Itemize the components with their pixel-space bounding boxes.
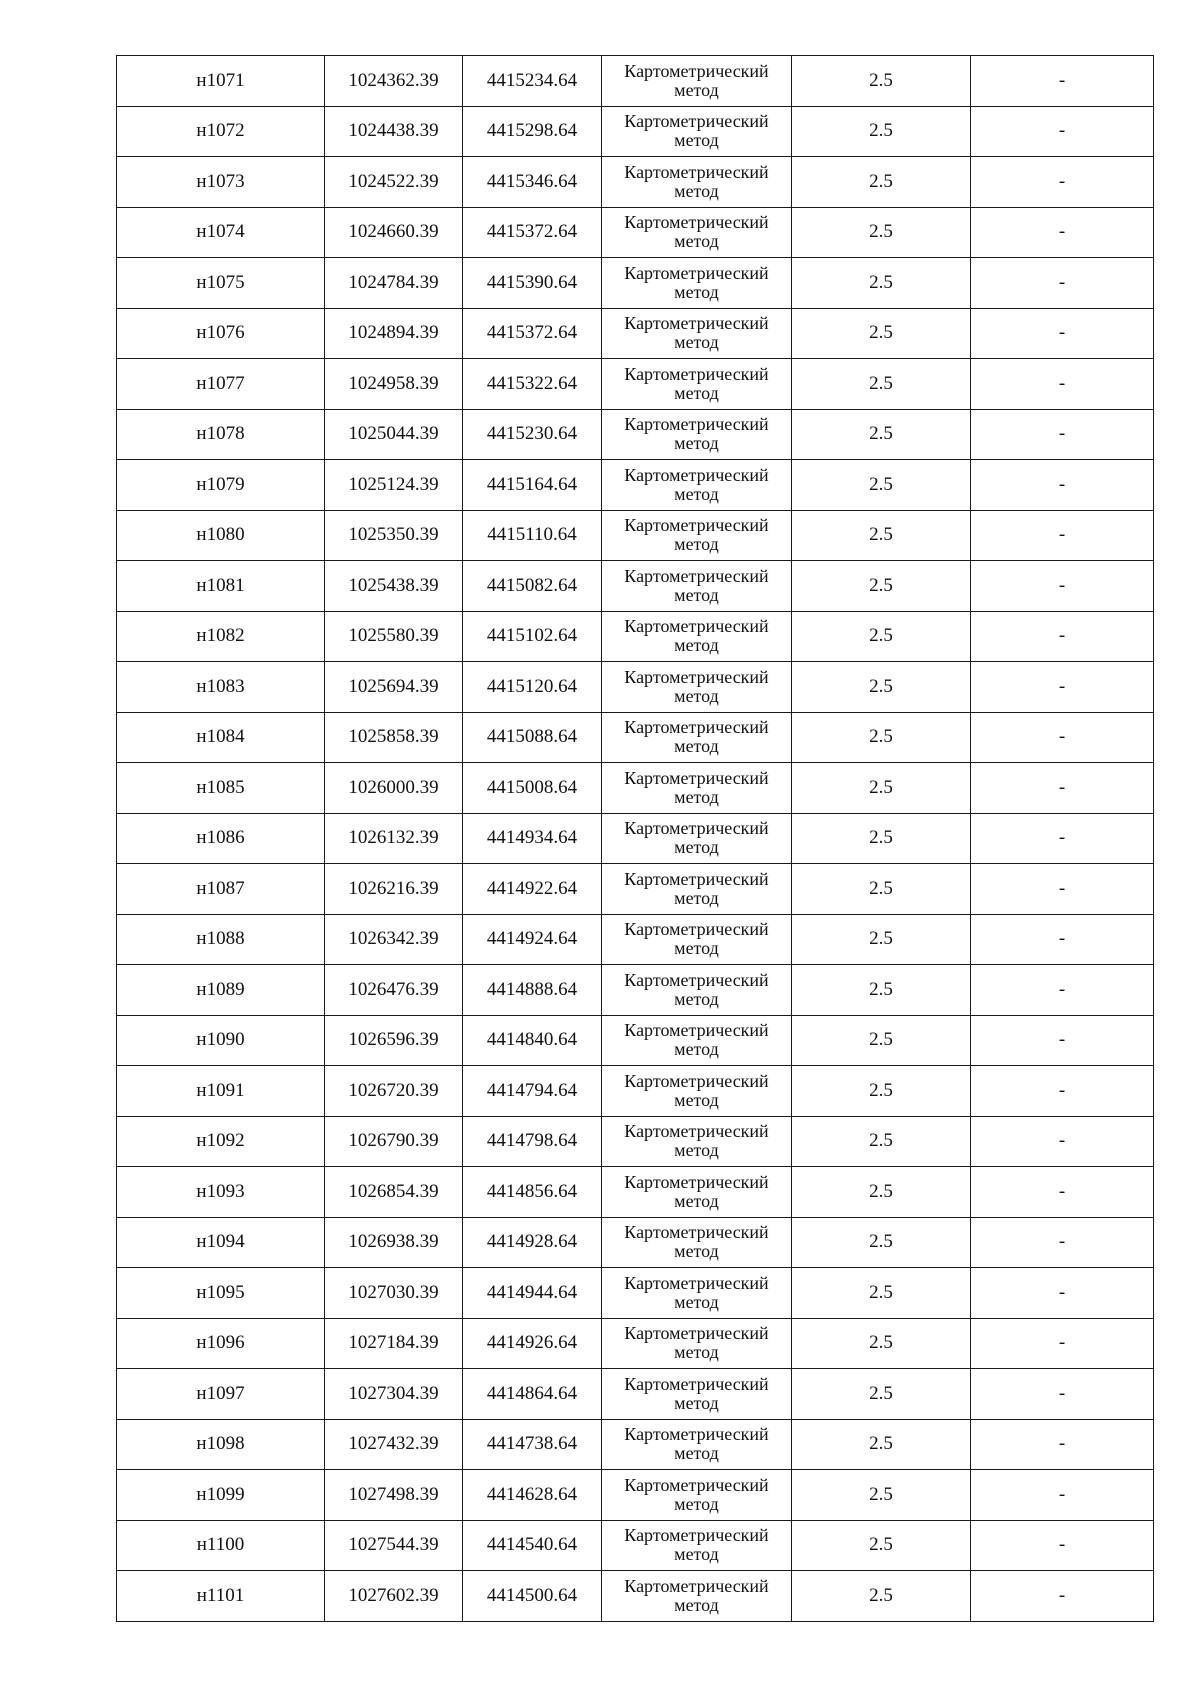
method-text-line1: Картометрический xyxy=(624,717,769,738)
y-coordinate-cell: 4415230.64 xyxy=(463,409,602,460)
x-coordinate-cell: 1024362.39 xyxy=(325,56,463,107)
x-coordinate-cell: 1024958.39 xyxy=(325,359,463,410)
description-cell: - xyxy=(971,1369,1154,1420)
description-cell: - xyxy=(971,1318,1154,1369)
method-cell xyxy=(602,1571,792,1622)
accuracy-cell: 2.5 xyxy=(792,460,971,511)
y-coordinate-cell: 4415088.64 xyxy=(463,712,602,763)
y-coordinate-cell: 4414888.64 xyxy=(463,965,602,1016)
method-text-line1: Картометрический xyxy=(624,363,769,384)
table-row xyxy=(117,864,1154,915)
y-coordinate-cell: 4415102.64 xyxy=(463,611,602,662)
method-cell xyxy=(602,1066,792,1117)
method-cell xyxy=(602,864,792,915)
method-text-line1: Картометрический xyxy=(624,515,769,536)
table-row xyxy=(117,1369,1154,1420)
x-coordinate-cell: 1025124.39 xyxy=(325,460,463,511)
x-coordinate-cell: 1024660.39 xyxy=(325,207,463,258)
description-cell: - xyxy=(971,662,1154,713)
point-number-cell: н1098 xyxy=(117,1419,325,1470)
table-row xyxy=(117,409,1154,460)
method-text-line1: Картометрический xyxy=(624,818,769,839)
y-coordinate-cell: 4414934.64 xyxy=(463,813,602,864)
point-number-cell: н1071 xyxy=(117,56,325,107)
x-coordinate-cell: 1027498.39 xyxy=(325,1470,463,1521)
method-text-line1: Картометрический xyxy=(624,60,769,81)
method-cell xyxy=(602,1217,792,1268)
accuracy-cell: 2.5 xyxy=(792,308,971,359)
point-number-cell: н1084 xyxy=(117,712,325,763)
y-coordinate-cell: 4415372.64 xyxy=(463,207,602,258)
point-number-cell: н1087 xyxy=(117,864,325,915)
table-row xyxy=(117,965,1154,1016)
y-coordinate-cell: 4414922.64 xyxy=(463,864,602,915)
point-number-cell: н1099 xyxy=(117,1470,325,1521)
description-cell: - xyxy=(971,1571,1154,1622)
description-cell: - xyxy=(971,157,1154,208)
accuracy-cell: 2.5 xyxy=(792,359,971,410)
table-row xyxy=(117,1520,1154,1571)
table-row xyxy=(117,106,1154,157)
method-text-line2: метод xyxy=(674,1291,719,1312)
x-coordinate-cell: 1027602.39 xyxy=(325,1571,463,1622)
point-number-cell: н1083 xyxy=(117,662,325,713)
description-cell: - xyxy=(971,1167,1154,1218)
x-coordinate-cell: 1027304.39 xyxy=(325,1369,463,1420)
table-row xyxy=(117,1318,1154,1369)
method-text-line1: Картометрический xyxy=(624,1222,769,1243)
point-number-cell: н1092 xyxy=(117,1116,325,1167)
method-cell xyxy=(602,409,792,460)
method-text-line1: Картометрический xyxy=(624,111,769,132)
method-text-line2: метод xyxy=(674,1241,719,1262)
table-row xyxy=(117,1066,1154,1117)
table-row xyxy=(117,914,1154,965)
point-number-cell: н1080 xyxy=(117,510,325,561)
table-row xyxy=(117,1470,1154,1521)
method-cell xyxy=(602,712,792,763)
accuracy-cell: 2.5 xyxy=(792,157,971,208)
method-text-line2: метод xyxy=(674,837,719,858)
table-row xyxy=(117,1571,1154,1622)
table-row xyxy=(117,611,1154,662)
description-cell: - xyxy=(971,1470,1154,1521)
description-cell: - xyxy=(971,1066,1154,1117)
method-text-line1: Картометрический xyxy=(624,1272,769,1293)
accuracy-cell: 2.5 xyxy=(792,258,971,309)
table-row xyxy=(117,510,1154,561)
point-number-cell: н1095 xyxy=(117,1268,325,1319)
description-cell: - xyxy=(971,864,1154,915)
y-coordinate-cell: 4415346.64 xyxy=(463,157,602,208)
method-text-line1: Картометрический xyxy=(624,868,769,889)
method-cell xyxy=(602,308,792,359)
accuracy-cell: 2.5 xyxy=(792,712,971,763)
method-cell xyxy=(602,561,792,612)
coordinates-table xyxy=(116,55,1154,1622)
method-cell xyxy=(602,965,792,1016)
description-cell: - xyxy=(971,460,1154,511)
x-coordinate-cell: 1026000.39 xyxy=(325,763,463,814)
table-row xyxy=(117,258,1154,309)
method-text-line2: метод xyxy=(674,231,719,252)
x-coordinate-cell: 1026790.39 xyxy=(325,1116,463,1167)
table-row xyxy=(117,359,1154,410)
method-cell xyxy=(602,510,792,561)
method-cell xyxy=(602,56,792,107)
x-coordinate-cell: 1027184.39 xyxy=(325,1318,463,1369)
method-text-line2: метод xyxy=(674,1443,719,1464)
method-text-line2: метод xyxy=(674,1342,719,1363)
method-cell xyxy=(602,1015,792,1066)
method-text-line2: метод xyxy=(674,786,719,807)
method-cell xyxy=(602,157,792,208)
point-number-cell: н1090 xyxy=(117,1015,325,1066)
method-text-line2: метод xyxy=(674,534,719,555)
method-cell xyxy=(602,1167,792,1218)
x-coordinate-cell: 1025580.39 xyxy=(325,611,463,662)
accuracy-cell: 2.5 xyxy=(792,510,971,561)
method-text-line1: Картометрический xyxy=(624,161,769,182)
point-number-cell: н1076 xyxy=(117,308,325,359)
accuracy-cell: 2.5 xyxy=(792,1318,971,1369)
method-cell xyxy=(602,1318,792,1369)
point-number-cell: н1079 xyxy=(117,460,325,511)
y-coordinate-cell: 4414738.64 xyxy=(463,1419,602,1470)
description-cell: - xyxy=(971,813,1154,864)
y-coordinate-cell: 4414864.64 xyxy=(463,1369,602,1420)
x-coordinate-cell: 1026938.39 xyxy=(325,1217,463,1268)
accuracy-cell: 2.5 xyxy=(792,207,971,258)
description-cell: - xyxy=(971,1520,1154,1571)
method-text-line1: Картометрический xyxy=(624,919,769,940)
description-cell: - xyxy=(971,763,1154,814)
y-coordinate-cell: 4414928.64 xyxy=(463,1217,602,1268)
method-cell xyxy=(602,611,792,662)
accuracy-cell: 2.5 xyxy=(792,561,971,612)
x-coordinate-cell: 1027432.39 xyxy=(325,1419,463,1470)
method-cell xyxy=(602,1470,792,1521)
accuracy-cell: 2.5 xyxy=(792,611,971,662)
method-text-line2: метод xyxy=(674,382,719,403)
method-cell xyxy=(602,763,792,814)
method-cell xyxy=(602,359,792,410)
coordinates-table-body xyxy=(117,56,1154,1622)
point-number-cell: н1085 xyxy=(117,763,325,814)
description-cell: - xyxy=(971,1116,1154,1167)
method-text-line1: Картометрический xyxy=(624,1575,769,1596)
description-cell: - xyxy=(971,106,1154,157)
y-coordinate-cell: 4414540.64 xyxy=(463,1520,602,1571)
y-coordinate-cell: 4415120.64 xyxy=(463,662,602,713)
point-number-cell: н1096 xyxy=(117,1318,325,1369)
method-text-line2: метод xyxy=(674,281,719,302)
method-text-line1: Картометрический xyxy=(624,212,769,233)
description-cell: - xyxy=(971,611,1154,662)
table-row xyxy=(117,1015,1154,1066)
x-coordinate-cell: 1026216.39 xyxy=(325,864,463,915)
accuracy-cell: 2.5 xyxy=(792,409,971,460)
accuracy-cell: 2.5 xyxy=(792,1470,971,1521)
x-coordinate-cell: 1026720.39 xyxy=(325,1066,463,1117)
method-cell xyxy=(602,1419,792,1470)
x-coordinate-cell: 1024784.39 xyxy=(325,258,463,309)
table-row xyxy=(117,813,1154,864)
point-number-cell: н1094 xyxy=(117,1217,325,1268)
description-cell: - xyxy=(971,1217,1154,1268)
description-cell: - xyxy=(971,510,1154,561)
point-number-cell: н1086 xyxy=(117,813,325,864)
table-row xyxy=(117,662,1154,713)
table-row xyxy=(117,712,1154,763)
method-text-line2: метод xyxy=(674,1594,719,1615)
method-cell xyxy=(602,207,792,258)
method-cell xyxy=(602,1116,792,1167)
y-coordinate-cell: 4415234.64 xyxy=(463,56,602,107)
x-coordinate-cell: 1024438.39 xyxy=(325,106,463,157)
method-text-line1: Картометрический xyxy=(624,1070,769,1091)
y-coordinate-cell: 4414798.64 xyxy=(463,1116,602,1167)
accuracy-cell: 2.5 xyxy=(792,1419,971,1470)
x-coordinate-cell: 1026342.39 xyxy=(325,914,463,965)
method-cell xyxy=(602,106,792,157)
x-coordinate-cell: 1026596.39 xyxy=(325,1015,463,1066)
y-coordinate-cell: 4414628.64 xyxy=(463,1470,602,1521)
method-cell xyxy=(602,914,792,965)
method-text-line2: метод xyxy=(674,180,719,201)
method-text-line1: Картометрический xyxy=(624,1171,769,1192)
x-coordinate-cell: 1025858.39 xyxy=(325,712,463,763)
method-text-line1: Картометрический xyxy=(624,969,769,990)
table-row xyxy=(117,56,1154,107)
table-row xyxy=(117,157,1154,208)
method-text-line2: метод xyxy=(674,1544,719,1565)
accuracy-cell: 2.5 xyxy=(792,56,971,107)
table-row xyxy=(117,207,1154,258)
accuracy-cell: 2.5 xyxy=(792,1571,971,1622)
method-text-line2: метод xyxy=(674,887,719,908)
method-text-line2: метод xyxy=(674,1190,719,1211)
description-cell: - xyxy=(971,56,1154,107)
y-coordinate-cell: 4415390.64 xyxy=(463,258,602,309)
x-coordinate-cell: 1027030.39 xyxy=(325,1268,463,1319)
method-text-line2: метод xyxy=(674,685,719,706)
method-text-line1: Картометрический xyxy=(624,1525,769,1546)
description-cell: - xyxy=(971,359,1154,410)
method-text-line2: метод xyxy=(674,130,719,151)
method-text-line1: Картометрический xyxy=(624,1424,769,1445)
method-text-line2: метод xyxy=(674,1392,719,1413)
y-coordinate-cell: 4415164.64 xyxy=(463,460,602,511)
accuracy-cell: 2.5 xyxy=(792,1217,971,1268)
method-text-line1: Картометрический xyxy=(624,1020,769,1041)
accuracy-cell: 2.5 xyxy=(792,106,971,157)
x-coordinate-cell: 1027544.39 xyxy=(325,1520,463,1571)
point-number-cell: н1100 xyxy=(117,1520,325,1571)
accuracy-cell: 2.5 xyxy=(792,1167,971,1218)
method-text-line2: метод xyxy=(674,433,719,454)
method-text-line1: Картометрический xyxy=(624,313,769,334)
y-coordinate-cell: 4414924.64 xyxy=(463,914,602,965)
method-text-line1: Картометрический xyxy=(624,616,769,637)
x-coordinate-cell: 1024894.39 xyxy=(325,308,463,359)
x-coordinate-cell: 1025044.39 xyxy=(325,409,463,460)
y-coordinate-cell: 4415322.64 xyxy=(463,359,602,410)
y-coordinate-cell: 4414856.64 xyxy=(463,1167,602,1218)
method-text-line2: метод xyxy=(674,635,719,656)
method-text-line1: Картометрический xyxy=(624,262,769,283)
method-text-line2: метод xyxy=(674,79,719,100)
point-number-cell: н1077 xyxy=(117,359,325,410)
description-cell: - xyxy=(971,965,1154,1016)
x-coordinate-cell: 1024522.39 xyxy=(325,157,463,208)
description-cell: - xyxy=(971,308,1154,359)
x-coordinate-cell: 1025694.39 xyxy=(325,662,463,713)
description-cell: - xyxy=(971,561,1154,612)
method-text-line1: Картометрический xyxy=(624,1323,769,1344)
method-text-line1: Картометрический xyxy=(624,767,769,788)
accuracy-cell: 2.5 xyxy=(792,1066,971,1117)
accuracy-cell: 2.5 xyxy=(792,763,971,814)
y-coordinate-cell: 4414840.64 xyxy=(463,1015,602,1066)
description-cell: - xyxy=(971,258,1154,309)
accuracy-cell: 2.5 xyxy=(792,662,971,713)
point-number-cell: н1093 xyxy=(117,1167,325,1218)
method-text-line2: метод xyxy=(674,1039,719,1060)
accuracy-cell: 2.5 xyxy=(792,1268,971,1319)
accuracy-cell: 2.5 xyxy=(792,914,971,965)
method-text-line1: Картометрический xyxy=(624,565,769,586)
point-number-cell: н1088 xyxy=(117,914,325,965)
description-cell: - xyxy=(971,409,1154,460)
point-number-cell: н1073 xyxy=(117,157,325,208)
table-row xyxy=(117,561,1154,612)
table-row xyxy=(117,460,1154,511)
method-cell xyxy=(602,1520,792,1571)
method-text-line2: метод xyxy=(674,988,719,1009)
method-text-line2: метод xyxy=(674,1140,719,1161)
accuracy-cell: 2.5 xyxy=(792,1520,971,1571)
method-text-line1: Картометрический xyxy=(624,414,769,435)
table-row xyxy=(117,1116,1154,1167)
point-number-cell: н1082 xyxy=(117,611,325,662)
point-number-cell: н1089 xyxy=(117,965,325,1016)
point-number-cell: н1078 xyxy=(117,409,325,460)
point-number-cell: н1075 xyxy=(117,258,325,309)
method-text-line2: метод xyxy=(674,483,719,504)
x-coordinate-cell: 1026854.39 xyxy=(325,1167,463,1218)
method-text-line2: метод xyxy=(674,1493,719,1514)
method-text-line2: метод xyxy=(674,584,719,605)
description-cell: - xyxy=(971,207,1154,258)
x-coordinate-cell: 1026476.39 xyxy=(325,965,463,1016)
table-row xyxy=(117,1268,1154,1319)
y-coordinate-cell: 4415008.64 xyxy=(463,763,602,814)
description-cell: - xyxy=(971,712,1154,763)
y-coordinate-cell: 4414794.64 xyxy=(463,1066,602,1117)
table-row xyxy=(117,1419,1154,1470)
method-text-line2: метод xyxy=(674,332,719,353)
method-text-line2: метод xyxy=(674,736,719,757)
point-number-cell: н1081 xyxy=(117,561,325,612)
y-coordinate-cell: 4415110.64 xyxy=(463,510,602,561)
method-cell xyxy=(602,258,792,309)
method-cell xyxy=(602,460,792,511)
accuracy-cell: 2.5 xyxy=(792,1116,971,1167)
description-cell: - xyxy=(971,1419,1154,1470)
method-text-line2: метод xyxy=(674,938,719,959)
x-coordinate-cell: 1025438.39 xyxy=(325,561,463,612)
x-coordinate-cell: 1025350.39 xyxy=(325,510,463,561)
point-number-cell: н1101 xyxy=(117,1571,325,1622)
method-text-line1: Картометрический xyxy=(624,1474,769,1495)
accuracy-cell: 2.5 xyxy=(792,864,971,915)
table-row xyxy=(117,308,1154,359)
y-coordinate-cell: 4415298.64 xyxy=(463,106,602,157)
accuracy-cell: 2.5 xyxy=(792,1369,971,1420)
method-cell xyxy=(602,1268,792,1319)
method-text-line1: Картометрический xyxy=(624,1121,769,1142)
y-coordinate-cell: 4414500.64 xyxy=(463,1571,602,1622)
point-number-cell: н1074 xyxy=(117,207,325,258)
point-number-cell: н1072 xyxy=(117,106,325,157)
description-cell: - xyxy=(971,1015,1154,1066)
method-cell xyxy=(602,1369,792,1420)
x-coordinate-cell: 1026132.39 xyxy=(325,813,463,864)
method-text-line1: Картометрический xyxy=(624,1373,769,1394)
table-row xyxy=(117,1217,1154,1268)
description-cell: - xyxy=(971,1268,1154,1319)
method-text-line2: метод xyxy=(674,1089,719,1110)
method-text-line1: Картометрический xyxy=(624,464,769,485)
method-text-line1: Картометрический xyxy=(624,666,769,687)
table-row xyxy=(117,1167,1154,1218)
accuracy-cell: 2.5 xyxy=(792,1015,971,1066)
accuracy-cell: 2.5 xyxy=(792,813,971,864)
method-cell xyxy=(602,813,792,864)
y-coordinate-cell: 4415082.64 xyxy=(463,561,602,612)
point-number-cell: н1091 xyxy=(117,1066,325,1117)
y-coordinate-cell: 4414926.64 xyxy=(463,1318,602,1369)
y-coordinate-cell: 4415372.64 xyxy=(463,308,602,359)
table-row xyxy=(117,763,1154,814)
point-number-cell: н1097 xyxy=(117,1369,325,1420)
description-cell: - xyxy=(971,914,1154,965)
method-cell xyxy=(602,662,792,713)
y-coordinate-cell: 4414944.64 xyxy=(463,1268,602,1319)
accuracy-cell: 2.5 xyxy=(792,965,971,1016)
